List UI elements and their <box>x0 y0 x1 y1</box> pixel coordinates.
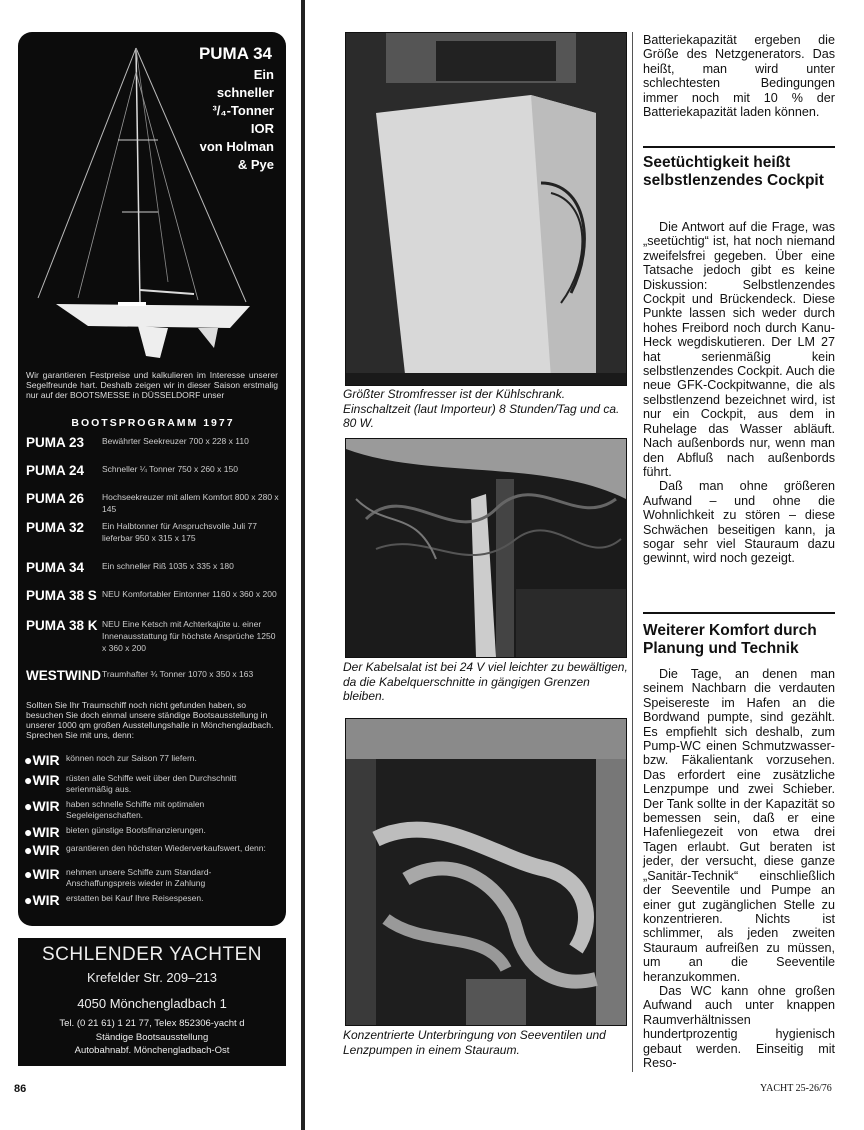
model-name: PUMA 32 <box>26 520 85 535</box>
article-section <box>643 220 835 566</box>
ad-outro-text: Sollten Sie Ihr Traumschiff noch nicht gefunden haben, so besuchen Sie doch einmal unsere ständige Bootsausstellung in unserer 1000 qm großen Ausstellungshalle in Mönchengladbach. Sprechen Sie mit uns, denn: <box>26 700 274 740</box>
magazine-issue: YACHT 25-26/76 <box>760 1083 832 1094</box>
dealer-city: 4050 Mönchengladbach 1 <box>77 996 227 1011</box>
wir-label: ●WIR <box>24 892 60 908</box>
article-text: Das WC kann ohne großen Aufwand auch unter knappen Raumverhältnissen hundertprozentig hygienisch gebaut werden. Einseitig mit Reso- <box>643 983 835 1070</box>
model-name: PUMA 23 <box>26 435 85 450</box>
wir-label: ●WIR <box>24 772 60 788</box>
wir-text: können noch zur Saison 77 liefern. <box>66 753 197 763</box>
dealer-directions: Autobahnabf. Mönchengladbach-Ost <box>74 1045 230 1056</box>
program-heading: BOOTSPROGRAMM 1977 <box>71 417 235 429</box>
heading-rule <box>643 146 835 148</box>
ad-subtitle: Ein schneller ³/₄-Tonner IOR von Holman & Pye <box>199 67 274 172</box>
section-heading: Weiterer Komfort durch Planung und Technik <box>643 622 817 657</box>
photo-cables <box>345 438 627 658</box>
model-name: PUMA 34 <box>26 560 85 575</box>
wir-label: ●WIR <box>24 866 60 882</box>
column-divider <box>632 32 633 1072</box>
article-paragraph <box>643 33 835 119</box>
caption-cables: Der Kabelsalat ist bei 24 V viel leichter zu bewältigen, da die Kabelquerschnitte in gängigen Grenzen bleiben. <box>343 660 628 703</box>
page-number: 86 <box>14 1083 27 1095</box>
model-name: PUMA 38 S <box>26 588 97 603</box>
model-description: Bewährter Seekreuzer 700 x 228 x 110 <box>102 436 249 446</box>
wir-text: nehmen unsere Schiffe zum Standard-Anschaffungspreis wieder in Zahlung <box>66 867 212 888</box>
article-text: Batteriekapazität ergeben die Größe des Netzgenerators. Das heißt, man wird unter schlechtesten Bedingungen immer noch mit 10 % der Batteriekapazität laden können. <box>643 33 835 120</box>
model-name: WESTWIND <box>26 668 101 683</box>
model-name: PUMA 38 K <box>26 618 98 633</box>
wir-text: haben schnelle Schiffe mit optimalen Segeleigenschaften. <box>66 799 205 820</box>
model-description: NEU Komfortabler Eintonner 1160 x 360 x 200 <box>102 589 277 599</box>
dealer-address-box <box>18 938 286 1066</box>
dealer-phone: Tel. (0 21 61) 1 21 77, Telex 852306-yacht d <box>59 1018 245 1029</box>
model-description: Schneller ¼ Tonner 750 x 260 x 150 <box>102 464 238 474</box>
caption-hoses: Konzentrierte Unterbringung von Seeventilen und Lenzpumpen in einem Stauraum. <box>343 1028 606 1057</box>
model-description: Traumhafter ¾ Tonner 1070 x 350 x 163 <box>102 669 254 679</box>
caption-refrigerator: Größter Stromfresser ist der Kühlschrank. Einschaltzeit (laut Importeur) 8 Stunden/Tag und ca. 80 W. <box>343 387 620 430</box>
article-text: Die Tage, an denen man seinem Nachbarn die verdauten Speisereste im Hafen an die Bordwand pumpte, sind gezählt. Es empfiehlt sich deshalb, zum Pump-WC einen Schmutzwasser- bzw. Fäkalientank vorzusehen. Das erfordert eine zusätzliche Lenzpumpe und zwei Schieber. Der Tank sollte in der Kapazität so bemessen sein, daß er eine Hafenliegezeit von etwa drei Tagen erlaubt. Gut beraten ist jeder, der versucht, diese ganze „Sanitär-Technik“ einschließlich der Seeventile und Pumpe an einer gut zugänglichen Stelle zu konzentrieren. Nichts ist schlimmer, als jeden zweiten Stauraum aufreißen zu müssen, um an die Seeventile heranzukommen. <box>643 667 835 984</box>
heading-rule <box>643 612 835 614</box>
boat-advertisement <box>18 32 286 926</box>
wir-text: bieten günstige Bootsfinanzierungen. <box>66 825 206 835</box>
dealer-showroom: Ständige Bootsausstellung <box>95 1032 209 1043</box>
model-description: Ein schneller Riß 1035 x 335 x 180 <box>102 561 234 571</box>
dealer-name: SCHLENDER YACHTEN <box>41 944 262 965</box>
wir-label: ●WIR <box>24 842 60 858</box>
model-name: PUMA 24 <box>26 463 85 478</box>
model-description: NEU Eine Ketsch mit Achterkajüte u. einer Innenausstattung für höchste Ansprüche 1250 x 360 x 200 <box>102 619 276 653</box>
wir-label: ●WIR <box>24 798 60 814</box>
article-text: Daß man ohne größeren Aufwand – und ohne die Wohnlichkeit zu stören – diese Schwächen beseitigen kann, ja sogar sehr viel Stauraum dazu gewinnt, wird noch gezeigt. <box>643 479 835 566</box>
article-text: Die Antwort auf die Frage, was „seetüchtig“ ist, hat noch niemand zweifelsfrei gegeben. Über eine Tatsache jedoch gibt es keine Diskussion: Selbstlenzendes Cockpit und Brückendeck. Diese Punkte lassen sich weder durch hohes Freibord noch durch Kanu-Heck wegdiskutieren. Der LM 27 hat serienmäßig kein selbstlenzendes Cockpit. Auch die neue GFK-Cockpitwanne, die als selbstlenzend bezeichnet wird, ist nur ein Cockpit, aus dem in Ruhelage das Wasser abläuft. Nach außenbords nur, wenn man den Abfluß nach außenbords führt. <box>643 220 835 479</box>
model-description: Ein Halbtonner für Anspruchsvolle Juli 77 lieferbar 950 x 315 x 175 <box>102 521 257 543</box>
wir-label: ●WIR <box>24 824 60 840</box>
model-description: Hochseekreuzer mit allem Komfort 800 x 280 x 145 <box>102 492 279 514</box>
wir-text: garantieren den höchsten Wiederverkaufswert, denn: <box>66 843 266 853</box>
article-section <box>643 667 835 1070</box>
wir-label: ●WIR <box>24 752 60 768</box>
ad-intro-text: Wir garantieren Festpreise und kalkulieren im Interesse unserer Segelfreunde hart. Deshalb zeigen wir in dieser Saison erstmalig nur auf der BOOTSMESSE in DÜSSELDORF unser <box>26 370 278 400</box>
photo-refrigerator <box>345 32 627 386</box>
photo-hoses <box>345 718 627 1026</box>
page-gutter <box>301 0 305 1130</box>
wir-text: erstatten bei Kauf Ihre Reisespesen. <box>66 893 204 903</box>
wir-text: rüsten alle Schiffe weit über den Durchschnitt serienmäßig aus. <box>66 773 237 794</box>
dealer-street: Krefelder Str. 209–213 <box>86 970 218 985</box>
ad-title: PUMA 34 <box>198 44 272 63</box>
model-name: PUMA 26 <box>26 491 85 506</box>
section-heading: Seetüchtigkeit heißt selbstlenzendes Cockpit <box>643 154 824 189</box>
